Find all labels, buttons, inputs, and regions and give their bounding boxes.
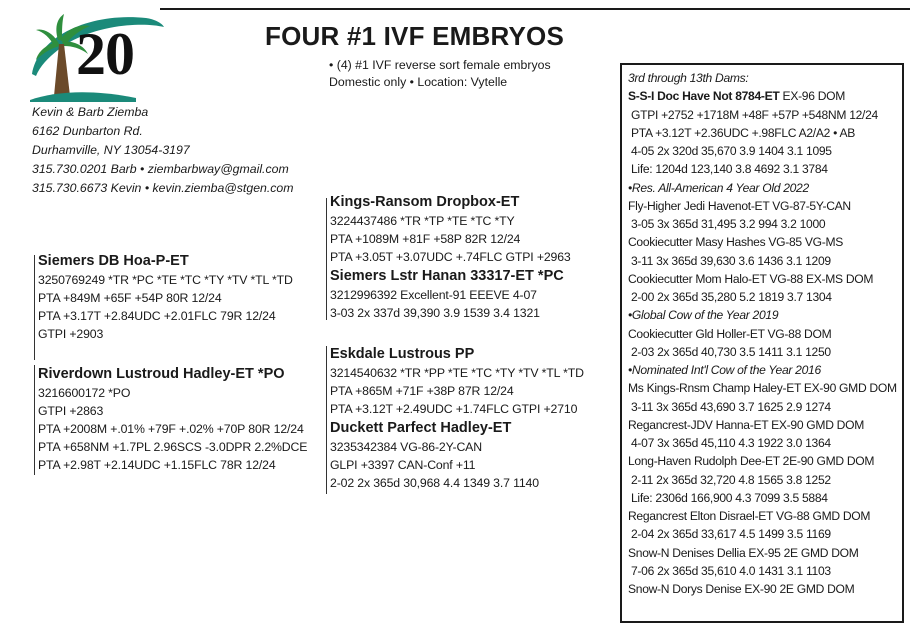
dam-dam-name: Duckett Parfect Hadley-ET xyxy=(330,420,512,436)
dam-classification: EX-96 DOM xyxy=(782,89,846,104)
dam-line: GTPI +2863 xyxy=(38,404,104,418)
dam-record: 7-06 2x 365d 35,610 4.0 1431 3.1 1103 xyxy=(631,563,831,578)
sire-line: GTPI +2903 xyxy=(38,327,104,341)
dam-dam-block xyxy=(330,419,539,492)
sire-sire-name: Kings-Ransom Dropbox-ET xyxy=(330,194,520,210)
pedigree-connector-sire-line xyxy=(326,198,327,320)
dam-sire-line: 3214540632 *TR *PP *TE *TC *TY *TV *TL *TD xyxy=(330,366,584,380)
sire-line: 3250769249 *TR *PC *TE *TC *TY *TV *TL *TD xyxy=(38,273,293,287)
dam-line: PTA +658NM +1.7PL 2.96SCS -3.0DPR 2.2%DCE xyxy=(38,440,308,454)
dam-award: •Global Cow of the Year 2019 xyxy=(628,308,779,323)
dams-box xyxy=(620,63,904,623)
dam-name: Cookiecutter Mom Halo-ET VG-88 EX-MS DOM xyxy=(628,271,874,286)
dam-sire-name: Eskdale Lustrous PP xyxy=(330,346,475,362)
sire-sire-line: PTA +3.05T +3.07UDC +.74FLC GTPI +2963 xyxy=(330,250,571,264)
sire-dam-name: Siemers Lstr Hanan 33317-ET *PC xyxy=(330,268,564,284)
dam-sire-block xyxy=(330,345,584,418)
pedigree-connector-dam-line xyxy=(326,346,327,494)
dam-record: 4-07 3x 365d 45,110 4.3 1922 3.0 1364 xyxy=(631,436,831,450)
owner-contact-kevin: 315.730.6673 Kevin • kevin.ziemba@stgen.com xyxy=(32,181,294,195)
dam-record: 3-11 3x 365d 43,690 3.7 1625 2.9 1274 xyxy=(631,399,831,414)
dam-record: PTA +3.12T +2.36UDC +.98FLC A2/A2 • AB xyxy=(631,125,855,140)
sire-dam-line: 3-03 2x 337d 39,390 3.9 1539 3.4 1321 xyxy=(330,306,540,320)
page-title: FOUR #1 IVF EMBRYOS xyxy=(265,21,564,51)
dam-name-bold: S-S-I Doc Have Not 8784-ET xyxy=(628,89,780,104)
owner-city: Durhamville, NY 13054-3197 xyxy=(32,143,190,157)
dam-record: GTPI +2752 +1718M +48F +57P +548NM 12/24 xyxy=(631,107,878,122)
owner-address: 6162 Dunbarton Rd. xyxy=(32,124,143,138)
top-rule xyxy=(160,8,910,10)
dam-record: 2-00 2x 365d 35,280 5.2 1819 3.7 1304 xyxy=(631,290,832,304)
dam-name: Long-Haven Rudolph Dee-ET 2E-90 GMD DOM xyxy=(628,454,875,469)
owner-name: Kevin & Barb Ziemba xyxy=(32,105,149,119)
lot-detail-line: • (4) #1 IVF reverse sort female embryos xyxy=(329,58,551,72)
dams-box-heading: 3rd through 13th Dams: xyxy=(628,71,749,85)
sire-sire-line: 3224437486 *TR *TP *TE *TC *TY xyxy=(330,214,515,228)
dams-list xyxy=(628,87,902,598)
dam-line: PTA +2008M +.01% +79F +.02% +70P 80R 12/24 xyxy=(38,422,304,436)
pedigree-connector-sire xyxy=(34,255,35,360)
sire-block xyxy=(38,252,293,343)
dam-dam-line: GLPI +3397 CAN-Conf +11 xyxy=(330,458,476,472)
dam-record: 2-03 2x 365d 40,730 3.5 1411 3.1 1250 xyxy=(631,344,831,359)
dam-name: Ms Kings-Rnsm Champ Haley-ET EX-90 GMD DOM xyxy=(628,381,897,396)
sire-dam-block xyxy=(330,267,564,322)
dam-award: •Res. All-American 4 Year Old 2022 xyxy=(628,180,809,195)
lot-detail-line: Domestic only • Location: Vytelle xyxy=(329,75,508,89)
dam-name xyxy=(628,87,902,105)
dam-award: •Nominated Int'l Cow of the Year 2016 xyxy=(628,363,821,377)
lot-details xyxy=(329,57,551,91)
dam-record: Life: 2306d 166,900 4.3 7099 3.5 5884 xyxy=(631,490,828,505)
dam-name: Regancrest Elton Disrael-ET VG-88 GMD DOM xyxy=(628,509,871,523)
dam-line: PTA +2.98T +2.14UDC +1.15FLC 78R 12/24 xyxy=(38,458,276,472)
sire-sire-line: PTA +1089M +81F +58P 82R 12/24 xyxy=(330,232,521,246)
dam-record: 2-04 2x 365d 33,617 4.5 1499 3.5 1169 xyxy=(631,527,831,542)
lot-number: 20 xyxy=(76,21,134,87)
dam-record: 4-05 2x 320d 35,670 3.9 1404 3.1 1095 xyxy=(631,144,832,158)
sire-dam-line: 3212996392 Excellent-91 EEEVE 4-07 xyxy=(330,288,537,302)
dam-name: Cookiecutter Gld Holler-ET VG-88 DOM xyxy=(628,326,832,341)
owner-info xyxy=(32,103,294,198)
dam-name: Cookiecutter Masy Hashes VG-85 VG-MS xyxy=(628,235,844,250)
dam-name: Fly-Higher Jedi Havenot-ET VG-87-5Y-CAN xyxy=(628,198,851,213)
dam-dam-line: 3235342384 VG-86-2Y-CAN xyxy=(330,440,482,454)
sire-line: PTA +849M +65F +54P 80R 12/24 xyxy=(38,291,222,305)
dam-name: Snow-N Denises Dellia EX-95 2E GMD DOM xyxy=(628,545,859,560)
dam-record: Life: 1204d 123,140 3.8 4692 3.1 3784 xyxy=(631,162,828,177)
dam-sire-line: PTA +865M +71F +38P 87R 12/24 xyxy=(330,384,514,398)
pedigree-connector-dam xyxy=(34,365,35,475)
dam-name: Snow-N Dorys Denise EX-90 2E GMD DOM xyxy=(628,582,855,596)
dam-dam-line: 2-02 2x 365d 30,968 4.4 1349 3.7 1140 xyxy=(330,476,539,490)
dam-name: Regancrest-JDV Hanna-ET EX-90 GMD DOM xyxy=(628,417,865,432)
owner-contact-barb: 315.730.0201 Barb • ziembarbway@gmail.com xyxy=(32,162,289,176)
sire-name: Siemers DB Hoa-P-ET xyxy=(38,253,189,269)
dam-record: 3-05 3x 365d 31,495 3.2 994 3.2 1000 xyxy=(631,217,826,231)
dam-block xyxy=(38,365,307,474)
dam-name: Riverdown Lustroud Hadley-ET *PO xyxy=(38,366,285,382)
dam-record: 2-11 2x 365d 32,720 4.8 1565 3.8 1252 xyxy=(631,472,831,487)
sire-line: PTA +3.17T +2.84UDC +2.01FLC 79R 12/24 xyxy=(38,309,276,323)
dam-line: 3216600172 *PO xyxy=(38,386,131,400)
dam-sire-line: PTA +3.12T +2.49UDC +1.74FLC GTPI +2710 xyxy=(330,402,578,416)
dam-record: 3-11 3x 365d 39,630 3.6 1436 3.1 1209 xyxy=(631,253,831,268)
sire-sire-block xyxy=(330,193,571,266)
